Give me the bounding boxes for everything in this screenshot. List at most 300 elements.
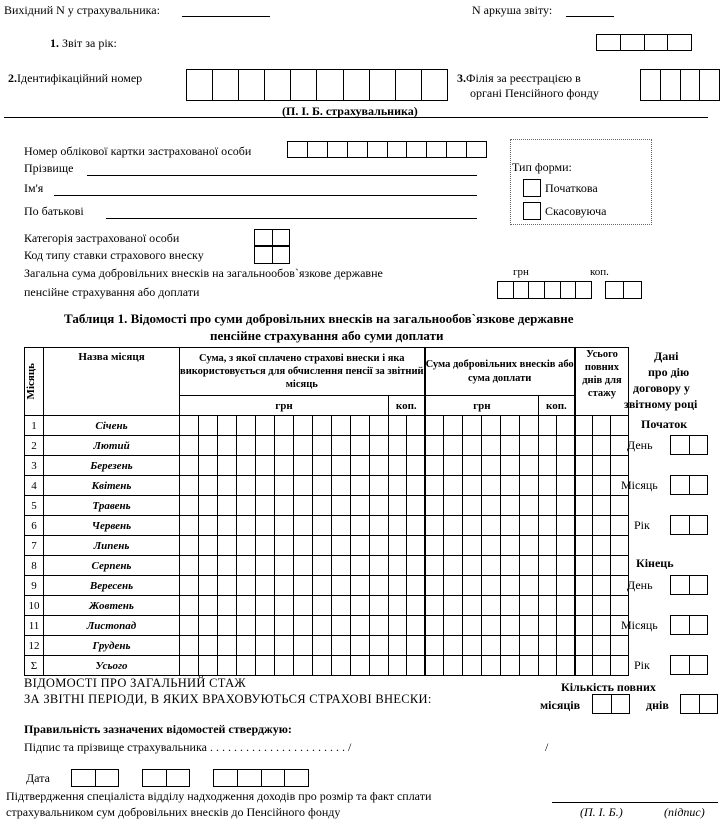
entry-cell[interactable] [520,556,539,576]
entry-cell[interactable] [313,476,332,496]
entry-cell[interactable] [463,556,482,576]
entry-cell[interactable] [351,596,370,616]
card-number-boxes[interactable] [287,141,487,158]
entry-cell[interactable] [611,636,629,656]
entry-cell[interactable] [425,616,444,636]
entry-cell[interactable] [501,596,520,616]
entry-cell[interactable] [256,536,275,556]
entry-cell[interactable] [180,556,199,576]
entry-cell[interactable] [539,456,557,476]
entry-cell[interactable] [199,476,218,496]
entry-cell[interactable] [444,596,463,616]
insurer-name-line[interactable] [4,102,708,118]
entry-cell[interactable] [332,436,351,456]
entry-cell[interactable] [370,476,389,496]
rate-code-boxes[interactable] [254,246,290,264]
entry-cell[interactable] [180,656,199,676]
entry-cell[interactable] [539,476,557,496]
entry-cell[interactable] [593,636,611,656]
entry-cell[interactable] [180,636,199,656]
entry-cell[interactable] [389,476,407,496]
entry-cell[interactable] [520,496,539,516]
entry-cell[interactable] [611,456,629,476]
entry-cell[interactable] [237,636,256,656]
entry-cell[interactable] [218,516,237,536]
entry-cell[interactable] [444,576,463,596]
entry-cell[interactable] [294,556,313,576]
entry-cell[interactable] [218,636,237,656]
entry-cell[interactable] [199,416,218,436]
entry-cell[interactable] [539,656,557,676]
entry-cell[interactable] [218,536,237,556]
start-year-boxes[interactable] [670,515,708,535]
entry-cell[interactable] [180,476,199,496]
entry-cell[interactable] [575,536,593,556]
entry-cell[interactable] [389,496,407,516]
entry-cell[interactable] [444,616,463,636]
entry-cell[interactable] [370,636,389,656]
entry-cell[interactable] [218,616,237,636]
entry-cell[interactable] [294,436,313,456]
entry-cell[interactable] [237,476,256,496]
entry-cell[interactable] [370,496,389,516]
entry-cell[interactable] [575,616,593,636]
entry-cell[interactable] [407,596,425,616]
entry-cell[interactable] [444,436,463,456]
entry-cell[interactable] [463,596,482,616]
entry-cell[interactable] [256,456,275,476]
entry-cell[interactable] [482,456,501,476]
entry-cell[interactable] [463,416,482,436]
entry-cell[interactable] [611,596,629,616]
entry-cell[interactable] [332,536,351,556]
entry-cell[interactable] [425,476,444,496]
entry-cell[interactable] [611,556,629,576]
entry-cell[interactable] [539,596,557,616]
entry-cell[interactable] [425,496,444,516]
entry-cell[interactable] [593,476,611,496]
entry-cell[interactable] [180,596,199,616]
entry-cell[interactable] [237,576,256,596]
entry-cell[interactable] [351,536,370,556]
entry-cell[interactable] [256,496,275,516]
entry-cell[interactable] [593,616,611,636]
entry-cell[interactable] [520,416,539,436]
entry-cell[interactable] [520,456,539,476]
entry-cell[interactable] [180,616,199,636]
entry-cell[interactable] [501,416,520,436]
end-month-boxes[interactable] [670,615,708,635]
name-field[interactable] [54,180,477,196]
entry-cell[interactable] [444,456,463,476]
entry-cell[interactable] [351,516,370,536]
entry-cell[interactable] [256,516,275,536]
start-day-boxes[interactable] [670,435,708,455]
entry-cell[interactable] [482,576,501,596]
entry-cell[interactable] [218,436,237,456]
entry-cell[interactable] [332,476,351,496]
entry-cell[interactable] [557,496,575,516]
entry-cell[interactable] [575,456,593,476]
entry-cell[interactable] [237,516,256,536]
report-year-boxes[interactable] [596,34,692,51]
entry-cell[interactable] [294,616,313,636]
entry-cell[interactable] [501,616,520,636]
entry-cell[interactable] [199,636,218,656]
entry-cell[interactable] [294,656,313,676]
entry-cell[interactable] [520,476,539,496]
entry-cell[interactable] [389,436,407,456]
entry-cell[interactable] [557,596,575,616]
entry-cell[interactable] [218,556,237,576]
entry-cell[interactable] [407,616,425,636]
entry-cell[interactable] [199,556,218,576]
entry-cell[interactable] [199,456,218,476]
entry-cell[interactable] [501,476,520,496]
entry-cell[interactable] [218,416,237,436]
entry-cell[interactable] [237,596,256,616]
entry-cell[interactable] [575,436,593,456]
entry-cell[interactable] [520,656,539,676]
entry-cell[interactable] [444,536,463,556]
entry-cell[interactable] [370,596,389,616]
entry-cell[interactable] [444,556,463,576]
entry-cell[interactable] [539,636,557,656]
patronymic-field[interactable] [106,203,477,219]
entry-cell[interactable] [351,656,370,676]
entry-cell[interactable] [199,656,218,676]
entry-cell[interactable] [482,416,501,436]
entry-cell[interactable] [218,496,237,516]
entry-cell[interactable] [370,536,389,556]
entry-cell[interactable] [407,416,425,436]
entry-cell[interactable] [332,556,351,576]
entry-cell[interactable] [313,496,332,516]
entry-cell[interactable] [425,556,444,576]
date-month-boxes[interactable] [142,769,190,787]
entry-cell[interactable] [275,536,294,556]
entry-cell[interactable] [237,536,256,556]
end-day-boxes[interactable] [670,575,708,595]
entry-cell[interactable] [256,476,275,496]
entry-cell[interactable] [482,596,501,616]
entry-cell[interactable] [370,456,389,476]
entry-cell[interactable] [199,436,218,456]
entry-cell[interactable] [218,596,237,616]
entry-cell[interactable] [332,656,351,676]
entry-cell[interactable] [482,636,501,656]
entry-cell[interactable] [389,636,407,656]
months-boxes[interactable] [592,694,630,714]
entry-cell[interactable] [389,516,407,536]
surname-field[interactable] [87,160,477,176]
entry-cell[interactable] [218,476,237,496]
entry-cell[interactable] [463,516,482,536]
entry-cell[interactable] [611,416,629,436]
entry-cell[interactable] [389,596,407,616]
entry-cell[interactable] [275,456,294,476]
entry-cell[interactable] [575,476,593,496]
entry-cell[interactable] [501,636,520,656]
entry-cell[interactable] [351,416,370,436]
entry-cell[interactable] [482,436,501,456]
entry-cell[interactable] [370,556,389,576]
entry-cell[interactable] [407,436,425,456]
entry-cell[interactable] [444,416,463,436]
entry-cell[interactable] [351,436,370,456]
entry-cell[interactable] [370,416,389,436]
entry-cell[interactable] [237,656,256,676]
entry-cell[interactable] [275,476,294,496]
entry-cell[interactable] [256,616,275,636]
entry-cell[interactable] [575,516,593,536]
entry-cell[interactable] [444,656,463,676]
entry-cell[interactable] [180,496,199,516]
entry-cell[interactable] [351,496,370,516]
entry-cell[interactable] [180,456,199,476]
entry-cell[interactable] [501,516,520,536]
entry-cell[interactable] [520,636,539,656]
entry-cell[interactable] [294,536,313,556]
entry-cell[interactable] [593,576,611,596]
entry-cell[interactable] [199,516,218,536]
category-boxes[interactable] [254,229,290,246]
entry-cell[interactable] [557,656,575,676]
entry-cell[interactable] [351,576,370,596]
entry-cell[interactable] [180,436,199,456]
entry-cell[interactable] [407,656,425,676]
entry-cell[interactable] [256,636,275,656]
entry-cell[interactable] [313,576,332,596]
entry-cell[interactable] [218,656,237,676]
entry-cell[interactable] [425,576,444,596]
entry-cell[interactable] [539,416,557,436]
entry-cell[interactable] [294,636,313,656]
entry-cell[interactable] [575,656,593,676]
entry-cell[interactable] [275,436,294,456]
entry-cell[interactable] [425,436,444,456]
entry-cell[interactable] [557,576,575,596]
entry-cell[interactable] [351,616,370,636]
entry-cell[interactable] [313,416,332,436]
entry-cell[interactable] [275,516,294,536]
entry-cell[interactable] [351,636,370,656]
entry-cell[interactable] [501,436,520,456]
entry-cell[interactable] [256,576,275,596]
entry-cell[interactable] [575,576,593,596]
entry-cell[interactable] [557,516,575,536]
entry-cell[interactable] [539,496,557,516]
entry-cell[interactable] [557,556,575,576]
entry-cell[interactable] [482,616,501,636]
entry-cell[interactable] [593,456,611,476]
entry-cell[interactable] [482,496,501,516]
entry-cell[interactable] [313,636,332,656]
entry-cell[interactable] [501,536,520,556]
entry-cell[interactable] [180,536,199,556]
entry-cell[interactable] [332,496,351,516]
entry-cell[interactable] [501,556,520,576]
entry-cell[interactable] [218,576,237,596]
days-boxes[interactable] [680,694,718,714]
specialist-sign-line[interactable] [552,789,718,803]
total-uah-boxes[interactable] [497,281,592,299]
entry-cell[interactable] [313,436,332,456]
entry-cell[interactable] [389,656,407,676]
entry-cell[interactable] [275,636,294,656]
entry-cell[interactable] [539,576,557,596]
entry-cell[interactable] [237,556,256,576]
entry-cell[interactable] [520,576,539,596]
entry-cell[interactable] [294,596,313,616]
entry-cell[interactable] [482,476,501,496]
sheet-number-field[interactable] [566,3,614,17]
entry-cell[interactable] [557,456,575,476]
entry-cell[interactable] [180,416,199,436]
entry-cell[interactable] [237,456,256,476]
entry-cell[interactable] [199,496,218,516]
entry-cell[interactable] [332,416,351,436]
entry-cell[interactable] [557,616,575,636]
entry-cell[interactable] [463,656,482,676]
end-year-boxes[interactable] [670,655,708,675]
entry-cell[interactable] [425,516,444,536]
entry-cell[interactable] [593,496,611,516]
entry-cell[interactable] [370,576,389,596]
entry-cell[interactable] [294,476,313,496]
branch-boxes[interactable] [640,69,720,101]
entry-cell[interactable] [313,616,332,636]
entry-cell[interactable] [463,536,482,556]
entry-cell[interactable] [425,636,444,656]
entry-cell[interactable] [520,616,539,636]
entry-cell[interactable] [237,496,256,516]
entry-cell[interactable] [482,656,501,676]
entry-cell[interactable] [444,636,463,656]
entry-cell[interactable] [407,556,425,576]
entry-cell[interactable] [482,556,501,576]
entry-cell[interactable] [313,596,332,616]
entry-cell[interactable] [520,596,539,616]
entry-cell[interactable] [407,476,425,496]
entry-cell[interactable] [180,516,199,536]
entry-cell[interactable] [370,656,389,676]
id-number-boxes[interactable] [186,69,448,101]
entry-cell[interactable] [611,536,629,556]
entry-cell[interactable] [294,496,313,516]
entry-cell[interactable] [539,556,557,576]
entry-cell[interactable] [463,476,482,496]
entry-cell[interactable] [389,556,407,576]
entry-cell[interactable] [370,436,389,456]
entry-cell[interactable] [593,436,611,456]
entry-cell[interactable] [593,516,611,536]
entry-cell[interactable] [501,576,520,596]
entry-cell[interactable] [199,616,218,636]
entry-cell[interactable] [199,576,218,596]
entry-cell[interactable] [539,436,557,456]
entry-cell[interactable] [389,616,407,636]
entry-cell[interactable] [463,436,482,456]
entry-cell[interactable] [351,456,370,476]
entry-cell[interactable] [557,536,575,556]
total-kop-boxes[interactable] [605,281,642,299]
entry-cell[interactable] [520,516,539,536]
form-initial-checkbox[interactable] [523,179,541,197]
entry-cell[interactable] [275,616,294,636]
entry-cell[interactable] [332,616,351,636]
date-day-boxes[interactable] [71,769,119,787]
entry-cell[interactable] [256,596,275,616]
entry-cell[interactable] [593,596,611,616]
entry-cell[interactable] [407,456,425,476]
entry-cell[interactable] [444,476,463,496]
entry-cell[interactable] [370,616,389,636]
entry-cell[interactable] [389,536,407,556]
entry-cell[interactable] [256,416,275,436]
entry-cell[interactable] [294,576,313,596]
entry-cell[interactable] [520,436,539,456]
entry-cell[interactable] [237,616,256,636]
entry-cell[interactable] [482,536,501,556]
entry-cell[interactable] [294,456,313,476]
entry-cell[interactable] [332,596,351,616]
entry-cell[interactable] [520,536,539,556]
entry-cell[interactable] [256,436,275,456]
date-year-boxes[interactable] [213,769,309,787]
entry-cell[interactable] [557,476,575,496]
entry-cell[interactable] [313,556,332,576]
entry-cell[interactable] [463,576,482,596]
entry-cell[interactable] [611,496,629,516]
entry-cell[interactable] [351,476,370,496]
entry-cell[interactable] [332,636,351,656]
entry-cell[interactable] [351,556,370,576]
entry-cell[interactable] [501,656,520,676]
entry-cell[interactable] [332,576,351,596]
entry-cell[interactable] [256,656,275,676]
entry-cell[interactable] [539,536,557,556]
entry-cell[interactable] [275,556,294,576]
entry-cell[interactable] [575,636,593,656]
entry-cell[interactable] [575,416,593,436]
entry-cell[interactable] [275,596,294,616]
entry-cell[interactable] [275,416,294,436]
entry-cell[interactable] [482,516,501,536]
entry-cell[interactable] [463,496,482,516]
entry-cell[interactable] [332,456,351,476]
entry-cell[interactable] [539,516,557,536]
entry-cell[interactable] [275,576,294,596]
entry-cell[interactable] [332,516,351,536]
entry-cell[interactable] [444,516,463,536]
entry-cell[interactable] [370,516,389,536]
entry-cell[interactable] [313,536,332,556]
entry-cell[interactable] [313,456,332,476]
entry-cell[interactable] [611,516,629,536]
entry-cell[interactable] [199,596,218,616]
entry-cell[interactable] [425,656,444,676]
outgoing-number-field[interactable] [182,3,270,17]
entry-cell[interactable] [425,456,444,476]
entry-cell[interactable] [237,416,256,436]
entry-cell[interactable] [275,656,294,676]
entry-cell[interactable] [199,536,218,556]
entry-cell[interactable] [425,416,444,436]
entry-cell[interactable] [425,596,444,616]
entry-cell[interactable] [444,496,463,516]
entry-cell[interactable] [539,616,557,636]
